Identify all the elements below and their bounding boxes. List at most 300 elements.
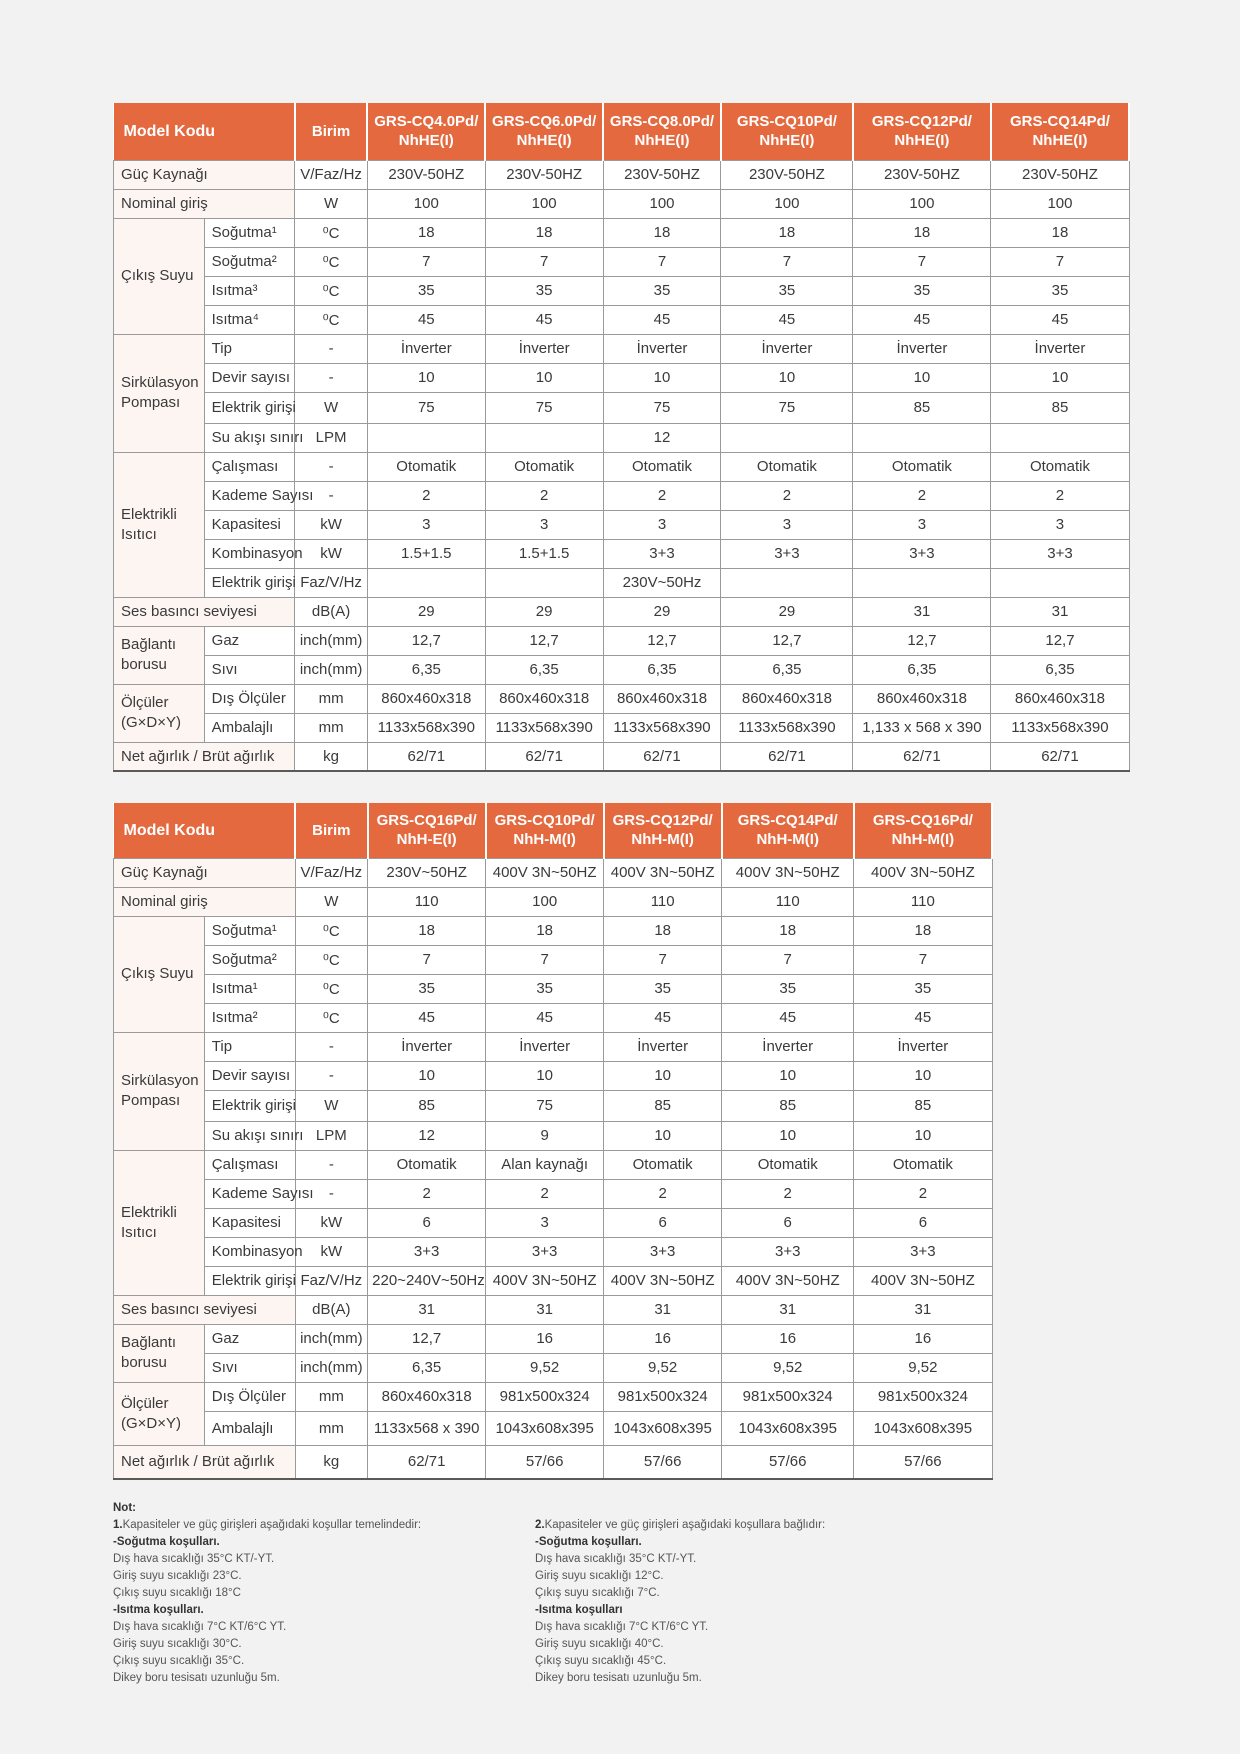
cell-value: 31 bbox=[854, 1295, 992, 1324]
cell-value: 3 bbox=[485, 510, 603, 539]
table-row bbox=[114, 1061, 993, 1090]
row-unit: LPM bbox=[295, 423, 368, 452]
cell-value: 62/71 bbox=[368, 1445, 486, 1479]
model-header: GRS-CQ16Pd/ NhH-M(I) bbox=[854, 803, 992, 858]
cell-value: 57/66 bbox=[486, 1445, 604, 1479]
row-label: Su akışı sınırı bbox=[204, 1121, 295, 1150]
table-row bbox=[114, 160, 1130, 189]
row-label: Soğutma¹ bbox=[204, 218, 295, 247]
cell-value: 7 bbox=[854, 945, 992, 974]
table-row bbox=[114, 305, 1130, 334]
cell-value: Otomatik bbox=[485, 452, 603, 481]
table-row bbox=[114, 247, 1130, 276]
note-line bbox=[535, 1670, 955, 1687]
cell-value: 981x500x324 bbox=[486, 1382, 604, 1411]
cell-value: 45 bbox=[367, 305, 485, 334]
cell-value: 45 bbox=[486, 1003, 604, 1032]
cell-value: 7 bbox=[368, 945, 486, 974]
model-header: GRS-CQ16Pd/ NhH-E(I) bbox=[368, 803, 486, 858]
table-row bbox=[114, 1266, 993, 1295]
cell-value: 2 bbox=[603, 481, 721, 510]
note-number: 1. bbox=[113, 1519, 123, 1531]
row-unit: kW bbox=[295, 1237, 368, 1266]
note-text: Giriş suyu sıcaklığı 30°C. bbox=[113, 1638, 242, 1650]
cell-value: 7 bbox=[853, 247, 991, 276]
note-line bbox=[535, 1602, 955, 1619]
cell-value: 75 bbox=[486, 1090, 604, 1121]
cell-value: 35 bbox=[604, 974, 722, 1003]
row-label: Dış Ölçüler bbox=[204, 684, 295, 713]
note-line bbox=[113, 1551, 533, 1568]
cell-value: Otomatik bbox=[721, 452, 853, 481]
table-row bbox=[114, 1445, 993, 1479]
cell-value: 1133x568x390 bbox=[721, 713, 853, 742]
note-line bbox=[113, 1602, 533, 1619]
note-line bbox=[535, 1568, 955, 1585]
cell-value: İnverter bbox=[721, 334, 853, 363]
cell-value: 3 bbox=[991, 510, 1129, 539]
unit-header: Birim bbox=[295, 803, 368, 858]
cell-value bbox=[991, 568, 1129, 597]
row-unit: V/Faz/Hz bbox=[295, 858, 368, 887]
cell-value: 18 bbox=[485, 218, 603, 247]
cell-value: 400V 3N~50HZ bbox=[486, 1266, 604, 1295]
cell-value: 9,52 bbox=[604, 1353, 722, 1382]
cell-value: 16 bbox=[604, 1324, 722, 1353]
cell-value: 230V-50HZ bbox=[485, 160, 603, 189]
cell-value: 12,7 bbox=[367, 626, 485, 655]
note-text: Giriş suyu sıcaklığı 12°C. bbox=[535, 1570, 664, 1582]
cell-value: 6 bbox=[368, 1208, 486, 1237]
cell-value: İnverter bbox=[604, 1032, 722, 1061]
note-line bbox=[113, 1653, 533, 1670]
cell-value: 9,52 bbox=[486, 1353, 604, 1382]
cell-value: Otomatik bbox=[853, 452, 991, 481]
cell-value: 1133x568x390 bbox=[603, 713, 721, 742]
cell-value: 31 bbox=[486, 1295, 604, 1324]
row-label: Elektrik girişi bbox=[204, 1266, 295, 1295]
note-text: Dikey boru tesisatı uzunluğu 5m. bbox=[113, 1672, 280, 1684]
table-row bbox=[114, 1003, 993, 1032]
row-label: Soğutma² bbox=[204, 247, 295, 276]
row-label: Ambalajlı bbox=[204, 713, 295, 742]
row-unit: LPM bbox=[295, 1121, 368, 1150]
cell-value: 110 bbox=[722, 887, 854, 916]
row-unit: - bbox=[295, 363, 368, 392]
cell-value: 3 bbox=[853, 510, 991, 539]
header-row bbox=[114, 103, 1130, 160]
row-unit: ⁰C bbox=[295, 1003, 368, 1032]
row-unit: mm bbox=[295, 713, 368, 742]
row-unit: inch(mm) bbox=[295, 655, 368, 684]
cell-value: 1133x568x390 bbox=[991, 713, 1129, 742]
cell-value: 100 bbox=[991, 189, 1129, 218]
row-unit: W bbox=[295, 392, 368, 423]
cell-value: 6,35 bbox=[485, 655, 603, 684]
cell-value: 75 bbox=[603, 392, 721, 423]
cell-value: 62/71 bbox=[603, 742, 721, 771]
spec-table-1 bbox=[113, 103, 1130, 772]
cell-value: 400V 3N~50HZ bbox=[604, 1266, 722, 1295]
cell-value: 100 bbox=[367, 189, 485, 218]
table-row bbox=[114, 974, 993, 1003]
row-unit: - bbox=[295, 1179, 368, 1208]
row-label: Ses basıncı seviyesi bbox=[114, 597, 295, 626]
cell-value: 31 bbox=[604, 1295, 722, 1324]
row-label: Ses basıncı seviyesi bbox=[114, 1295, 296, 1324]
notes-column-1 bbox=[113, 1517, 533, 1687]
row-unit: - bbox=[295, 334, 368, 363]
row-unit: mm bbox=[295, 1411, 368, 1445]
row-unit: W bbox=[295, 887, 368, 916]
model-header: GRS-CQ6.0Pd/ NhHE(I) bbox=[485, 103, 603, 160]
cell-value: 3 bbox=[367, 510, 485, 539]
row-label: Gaz bbox=[204, 1324, 295, 1353]
cell-value: Otomatik bbox=[854, 1150, 992, 1179]
row-unit: - bbox=[295, 452, 368, 481]
row-label: Devir sayısı bbox=[204, 363, 295, 392]
note-text: Çıkış suyu sıcaklığı 45°C. bbox=[535, 1655, 667, 1667]
row-label: Kademe Sayısı bbox=[204, 481, 295, 510]
note-text: Çıkış suyu sıcaklığı 18°C bbox=[113, 1587, 241, 1599]
cell-value: 2 bbox=[604, 1179, 722, 1208]
row-unit: mm bbox=[295, 1382, 368, 1411]
cell-value bbox=[485, 423, 603, 452]
note-line bbox=[113, 1670, 533, 1687]
cell-value: Otomatik bbox=[368, 1150, 486, 1179]
cell-value: İnverter bbox=[991, 334, 1129, 363]
cell-value: 10 bbox=[486, 1061, 604, 1090]
note-line bbox=[535, 1551, 955, 1568]
model-header: GRS-CQ14Pd/ NhH-M(I) bbox=[722, 803, 854, 858]
row-unit: - bbox=[295, 481, 368, 510]
cell-value: 18 bbox=[853, 218, 991, 247]
row-label: Tip bbox=[204, 334, 295, 363]
cell-value: İnverter bbox=[368, 1032, 486, 1061]
cell-value: 85 bbox=[604, 1090, 722, 1121]
cell-value: 3+3 bbox=[722, 1237, 854, 1266]
row-label: Elektrik girişi bbox=[204, 1090, 295, 1121]
note-text: Dış hava sıcaklığı 7°C KT/6°C YT. bbox=[113, 1621, 287, 1633]
cell-value: 10 bbox=[722, 1061, 854, 1090]
note-text: Çıkış suyu sıcaklığı 35°C. bbox=[113, 1655, 245, 1667]
row-unit: kW bbox=[295, 510, 368, 539]
cell-value: 7 bbox=[991, 247, 1129, 276]
cell-value: 100 bbox=[721, 189, 853, 218]
table-row bbox=[114, 218, 1130, 247]
cell-value: 35 bbox=[603, 276, 721, 305]
table-row bbox=[114, 1179, 993, 1208]
cell-value: 85 bbox=[854, 1090, 992, 1121]
cell-value: 12,7 bbox=[721, 626, 853, 655]
cell-value: 7 bbox=[604, 945, 722, 974]
cell-value: 230V-50HZ bbox=[721, 160, 853, 189]
table-row bbox=[114, 858, 993, 887]
cell-value: 3+3 bbox=[603, 539, 721, 568]
table-row bbox=[114, 510, 1130, 539]
cell-value: 2 bbox=[367, 481, 485, 510]
cell-value: 12,7 bbox=[603, 626, 721, 655]
cell-value: 18 bbox=[368, 916, 486, 945]
cell-value: 1133x568 x 390 bbox=[368, 1411, 486, 1445]
notes bbox=[113, 1500, 1013, 1684]
note-line bbox=[113, 1534, 533, 1551]
cell-value: 45 bbox=[485, 305, 603, 334]
cell-value: 860x460x318 bbox=[368, 1382, 486, 1411]
row-group-label: Çıkış Suyu bbox=[114, 218, 205, 334]
row-label: Dış Ölçüler bbox=[204, 1382, 295, 1411]
cell-value bbox=[485, 568, 603, 597]
note-line bbox=[113, 1585, 533, 1602]
cell-value: 18 bbox=[367, 218, 485, 247]
row-label: Devir sayısı bbox=[204, 1061, 295, 1090]
cell-value: 18 bbox=[486, 916, 604, 945]
cell-value: Otomatik bbox=[367, 452, 485, 481]
row-unit: inch(mm) bbox=[295, 626, 368, 655]
row-label: Sıvı bbox=[204, 1353, 295, 1382]
note-line bbox=[535, 1619, 955, 1636]
row-unit: - bbox=[295, 1061, 368, 1090]
table-row bbox=[114, 1324, 993, 1353]
cell-value: 18 bbox=[854, 916, 992, 945]
cell-value: 400V 3N~50HZ bbox=[854, 1266, 992, 1295]
cell-value: 35 bbox=[722, 974, 854, 1003]
cell-value: İnverter bbox=[486, 1032, 604, 1061]
note-number: 2. bbox=[535, 1519, 545, 1531]
cell-value: 230V-50HZ bbox=[991, 160, 1129, 189]
row-unit: Faz/V/Hz bbox=[295, 1266, 368, 1295]
model-header: GRS-CQ10Pd/ NhHE(I) bbox=[721, 103, 853, 160]
row-label: Isıtma¹ bbox=[204, 974, 295, 1003]
cell-value: 860x460x318 bbox=[853, 684, 991, 713]
table-row bbox=[114, 713, 1130, 742]
table-row bbox=[114, 1237, 993, 1266]
cell-value: 2 bbox=[991, 481, 1129, 510]
row-label: Kombinasyon bbox=[204, 539, 295, 568]
model-header: GRS-CQ4.0Pd/ NhHE(I) bbox=[367, 103, 485, 160]
row-label: Çalışması bbox=[204, 452, 295, 481]
row-unit: V/Faz/Hz bbox=[295, 160, 368, 189]
note-text: -Soğutma koşulları. bbox=[113, 1536, 220, 1548]
cell-value: İnverter bbox=[853, 334, 991, 363]
cell-value: 3+3 bbox=[604, 1237, 722, 1266]
cell-value: 2 bbox=[854, 1179, 992, 1208]
row-unit: inch(mm) bbox=[295, 1353, 368, 1382]
table-row bbox=[114, 189, 1130, 218]
row-label: Kapasitesi bbox=[204, 1208, 295, 1237]
table-row bbox=[114, 423, 1130, 452]
row-label: Güç Kaynağı bbox=[114, 858, 296, 887]
cell-value: 35 bbox=[485, 276, 603, 305]
cell-value: 230V-50HZ bbox=[603, 160, 721, 189]
cell-value: 16 bbox=[854, 1324, 992, 1353]
cell-value: 62/71 bbox=[853, 742, 991, 771]
cell-value: 45 bbox=[854, 1003, 992, 1032]
cell-value: 35 bbox=[367, 276, 485, 305]
cell-value: 10 bbox=[854, 1121, 992, 1150]
cell-value: 100 bbox=[485, 189, 603, 218]
cell-value: 1043x608x395 bbox=[722, 1411, 854, 1445]
cell-value: 981x500x324 bbox=[854, 1382, 992, 1411]
note-line bbox=[113, 1619, 533, 1636]
cell-value: 10 bbox=[368, 1061, 486, 1090]
cell-value: İnverter bbox=[722, 1032, 854, 1061]
cell-value: İnverter bbox=[603, 334, 721, 363]
table-row bbox=[114, 945, 993, 974]
table-row bbox=[114, 626, 1130, 655]
cell-value bbox=[721, 423, 853, 452]
row-label: Soğutma² bbox=[204, 945, 295, 974]
table-row bbox=[114, 481, 1130, 510]
row-label: Çalışması bbox=[204, 1150, 295, 1179]
note-line bbox=[113, 1568, 533, 1585]
cell-value: 35 bbox=[368, 974, 486, 1003]
cell-value: 1133x568x390 bbox=[367, 713, 485, 742]
cell-value: 2 bbox=[368, 1179, 486, 1208]
row-unit: ⁰C bbox=[295, 974, 368, 1003]
note-text: Giriş suyu sıcaklığı 23°C. bbox=[113, 1570, 242, 1582]
cell-value: 7 bbox=[722, 945, 854, 974]
cell-value: 57/66 bbox=[604, 1445, 722, 1479]
cell-value: 9,52 bbox=[722, 1353, 854, 1382]
row-label: Elektrik girişi bbox=[204, 568, 295, 597]
note-text: -Isıtma koşulları bbox=[535, 1604, 623, 1616]
row-unit: ⁰C bbox=[295, 218, 368, 247]
table-row bbox=[114, 392, 1130, 423]
row-unit: dB(A) bbox=[295, 597, 368, 626]
cell-value: 3+3 bbox=[486, 1237, 604, 1266]
row-label: Sıvı bbox=[204, 655, 295, 684]
cell-value: 12 bbox=[368, 1121, 486, 1150]
note-text: Dış hava sıcaklığı 35°C KT/-YT. bbox=[113, 1553, 275, 1565]
cell-value: 6,35 bbox=[853, 655, 991, 684]
row-unit: ⁰C bbox=[295, 916, 368, 945]
cell-value: 10 bbox=[367, 363, 485, 392]
cell-value bbox=[367, 423, 485, 452]
cell-value: 3+3 bbox=[991, 539, 1129, 568]
row-unit: kg bbox=[295, 742, 368, 771]
cell-value: 75 bbox=[485, 392, 603, 423]
row-unit: W bbox=[295, 189, 368, 218]
row-label: Elektrik girişi bbox=[204, 392, 295, 423]
cell-value: 75 bbox=[367, 392, 485, 423]
row-unit: kW bbox=[295, 539, 368, 568]
cell-value: 10 bbox=[603, 363, 721, 392]
row-unit: ⁰C bbox=[295, 276, 368, 305]
note-text: Dikey boru tesisatı uzunluğu 5m. bbox=[535, 1672, 702, 1684]
row-unit: kW bbox=[295, 1208, 368, 1237]
row-label: Net ağırlık / Brüt ağırlık bbox=[114, 1445, 296, 1479]
row-label: Isıtma² bbox=[204, 1003, 295, 1032]
note-text: Kapasiteler ve güç girişleri aşağıdaki koşullar temelindedir: bbox=[122, 1519, 422, 1531]
cell-value: 400V 3N~50HZ bbox=[486, 858, 604, 887]
cell-value: 6 bbox=[604, 1208, 722, 1237]
row-group-label: Çıkış Suyu bbox=[114, 916, 205, 1032]
cell-value: 45 bbox=[604, 1003, 722, 1032]
header-row bbox=[114, 803, 993, 858]
note-text: Dış hava sıcaklığı 7°C KT/6°C YT. bbox=[535, 1621, 709, 1633]
cell-value: 100 bbox=[486, 887, 604, 916]
table-row bbox=[114, 1411, 993, 1445]
row-group-label: Bağlantı borusu bbox=[114, 626, 205, 684]
row-label: Nominal giriş bbox=[114, 189, 295, 218]
cell-value: 2 bbox=[721, 481, 853, 510]
row-unit: Faz/V/Hz bbox=[295, 568, 368, 597]
cell-value: 3 bbox=[721, 510, 853, 539]
note-line bbox=[535, 1653, 955, 1670]
row-label: Net ağırlık / Brüt ağırlık bbox=[114, 742, 295, 771]
row-unit: - bbox=[295, 1150, 368, 1179]
unit-header: Birim bbox=[295, 103, 368, 160]
model-code-header: Model Kodu bbox=[114, 103, 295, 160]
cell-value bbox=[991, 423, 1129, 452]
cell-value: 1043x608x395 bbox=[854, 1411, 992, 1445]
note-line bbox=[535, 1585, 955, 1602]
table-row bbox=[114, 1382, 993, 1411]
cell-value: 29 bbox=[721, 597, 853, 626]
cell-value: 10 bbox=[604, 1121, 722, 1150]
cell-value: 860x460x318 bbox=[991, 684, 1129, 713]
table-row bbox=[114, 887, 993, 916]
note-line bbox=[535, 1636, 955, 1653]
cell-value: 29 bbox=[485, 597, 603, 626]
cell-value: Alan kaynağı bbox=[486, 1150, 604, 1179]
cell-value: 6,35 bbox=[603, 655, 721, 684]
note-text: Dış hava sıcaklığı 35°C KT/-YT. bbox=[535, 1553, 697, 1565]
cell-value: 110 bbox=[368, 887, 486, 916]
cell-value: 45 bbox=[368, 1003, 486, 1032]
cell-value: 7 bbox=[486, 945, 604, 974]
cell-value: 3 bbox=[603, 510, 721, 539]
cell-value: 100 bbox=[853, 189, 991, 218]
cell-value: 62/71 bbox=[367, 742, 485, 771]
model-header: GRS-CQ12Pd/ NhH-M(I) bbox=[604, 803, 722, 858]
spec-table-2 bbox=[113, 803, 993, 1480]
cell-value: 18 bbox=[722, 916, 854, 945]
cell-value: 400V 3N~50HZ bbox=[722, 858, 854, 887]
cell-value: 2 bbox=[486, 1179, 604, 1208]
cell-value: 230V-50HZ bbox=[853, 160, 991, 189]
row-unit: mm bbox=[295, 684, 368, 713]
table-row bbox=[114, 276, 1130, 305]
note-text: Çıkış suyu sıcaklığı 7°C. bbox=[535, 1587, 660, 1599]
cell-value: 6,35 bbox=[368, 1353, 486, 1382]
table-row bbox=[114, 452, 1130, 481]
cell-value: 981x500x324 bbox=[722, 1382, 854, 1411]
table-row bbox=[114, 1353, 993, 1382]
cell-value: 10 bbox=[721, 363, 853, 392]
cell-value: 62/71 bbox=[991, 742, 1129, 771]
cell-value: 400V 3N~50HZ bbox=[722, 1266, 854, 1295]
cell-value: 230V~50Hz bbox=[603, 568, 721, 597]
row-unit: - bbox=[295, 1032, 368, 1061]
note-line bbox=[113, 1517, 533, 1534]
cell-value bbox=[367, 568, 485, 597]
notes-column-2 bbox=[535, 1517, 955, 1687]
note-text: Giriş suyu sıcaklığı 40°C. bbox=[535, 1638, 664, 1650]
cell-value: 31 bbox=[991, 597, 1129, 626]
note-text: -Soğutma koşulları. bbox=[535, 1536, 642, 1548]
cell-value: 62/71 bbox=[721, 742, 853, 771]
row-unit: dB(A) bbox=[295, 1295, 368, 1324]
cell-value: 45 bbox=[721, 305, 853, 334]
note-line bbox=[535, 1517, 955, 1534]
cell-value: Otomatik bbox=[722, 1150, 854, 1179]
cell-value: 12 bbox=[603, 423, 721, 452]
row-unit: W bbox=[295, 1090, 368, 1121]
row-group-label: Sirkülasyon Pompası bbox=[114, 1032, 205, 1150]
table-row bbox=[114, 1208, 993, 1237]
